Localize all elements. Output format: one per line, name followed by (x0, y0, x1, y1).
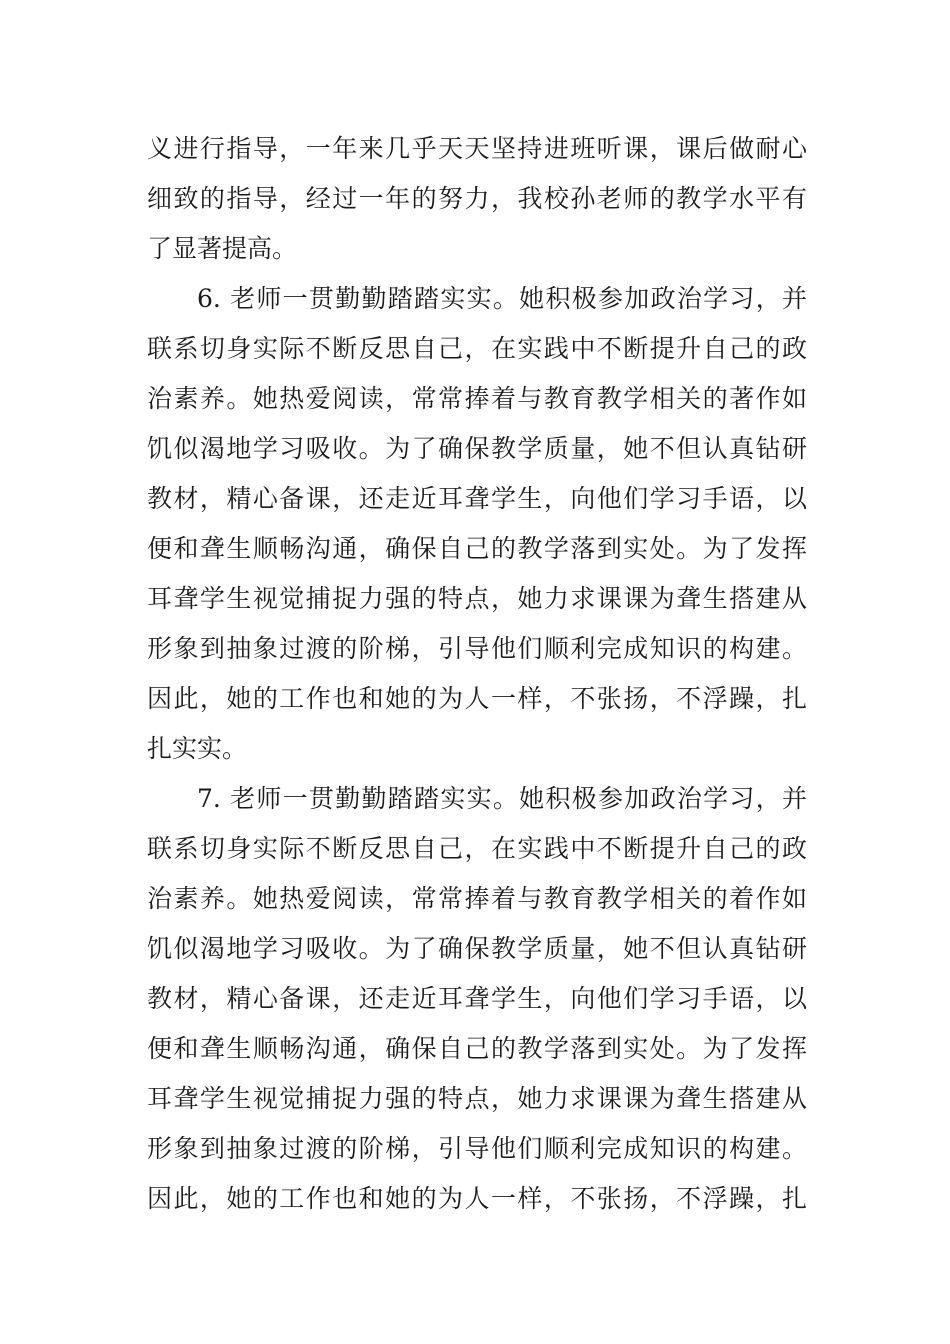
paragraph-6 (147, 274, 807, 774)
text-line: 义进行指导，一年来几乎天天坚持进班听课，课后做耐心 (147, 134, 807, 163)
text-line: 6. 老师一贯勤勤踏踏实实。她积极参加政治学习，并 (197, 284, 807, 313)
text-line: 7. 老师一贯勤勤踏踏实实。她积极参加政治学习，并 (197, 784, 807, 813)
document-body (147, 124, 807, 1224)
text-line: 联系切身实际不断反思自己，在实践中不断提升自己的政 (147, 334, 807, 363)
text-line: 耳聋学生视觉捕捉力强的特点，她力求课课为聋生搭建从 (147, 584, 807, 613)
text-line: 耳聋学生视觉捕捉力强的特点，她力求课课为聋生搭建从 (147, 1084, 807, 1113)
text-line: 便和聋生顺畅沟通，确保自己的教学落到实处。为了发挥 (147, 1034, 807, 1063)
text-line: 饥似渴地学习吸收。为了确保教学质量，她不但认真钻研 (147, 934, 807, 963)
text-line: 扎实实。 (147, 734, 248, 763)
text-line: 因此，她的工作也和她的为人一样，不张扬，不浮躁，扎 (147, 684, 807, 713)
paragraph-7 (147, 774, 807, 1224)
text-line: 细致的指导，经过一年的努力，我校孙老师的教学水平有 (147, 184, 807, 213)
text-line: 教材，精心备课，还走近耳聋学生，向他们学习手语，以 (147, 984, 807, 1013)
text-line: 饥似渴地学习吸收。为了确保教学质量，她不但认真钻研 (147, 434, 807, 463)
text-line: 教材，精心备课，还走近耳聋学生，向他们学习手语，以 (147, 484, 807, 513)
text-line: 形象到抽象过渡的阶梯，引导他们顺利完成知识的构建。 (147, 1134, 807, 1163)
paragraph-continued (147, 124, 807, 274)
text-line: 便和聋生顺畅沟通，确保自己的教学落到实处。为了发挥 (147, 534, 807, 563)
text-line: 形象到抽象过渡的阶梯，引导他们顺利完成知识的构建。 (147, 634, 807, 663)
text-line: 了显著提高。 (147, 234, 298, 263)
text-line: 治素养。她热爱阅读，常常捧着与教育教学相关的着作如 (147, 884, 807, 913)
text-line: 联系切身实际不断反思自己，在实践中不断提升自己的政 (147, 834, 807, 863)
text-line: 治素养。她热爱阅读，常常捧着与教育教学相关的著作如 (147, 384, 807, 413)
text-line: 因此，她的工作也和她的为人一样，不张扬，不浮躁，扎 (147, 1184, 807, 1213)
